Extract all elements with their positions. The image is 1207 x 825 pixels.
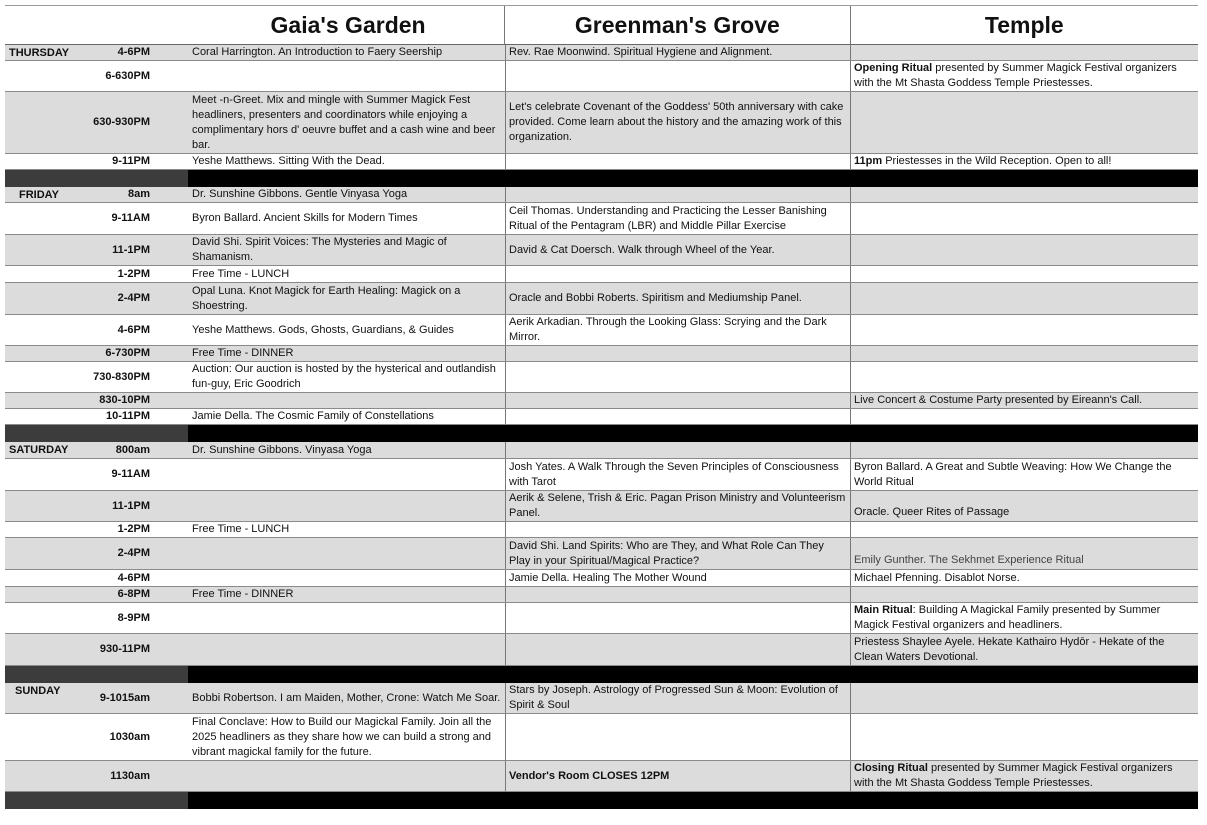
schedule-row <box>5 491 1198 522</box>
day-label: SATURDAY <box>9 444 69 456</box>
schedule-row <box>5 346 1198 362</box>
grove-cell <box>505 603 850 633</box>
grove-cell <box>505 587 850 602</box>
time-slot: 9-11AM <box>111 212 150 224</box>
schedule-row <box>5 603 1198 634</box>
time-slot: 11-1PM <box>112 243 150 256</box>
temple-cell <box>850 442 1197 458</box>
grove-cell <box>505 761 850 791</box>
gaia-cell: Free Time - DINNER <box>192 347 294 359</box>
time-slot: 1-2PM <box>117 267 150 280</box>
event-text: Priestesses in the Wild Reception. Open to all! <box>882 155 1112 167</box>
header-temple: Temple <box>850 6 1198 44</box>
schedule-row <box>5 203 1198 235</box>
gaia-cell: Jamie Della. The Cosmic Family of Constellations <box>192 410 434 422</box>
schedule-row <box>5 634 1198 666</box>
gaia-cell: David Shi. Spirit Voices: The Mysteries and Magic of Shamanism. <box>192 236 447 263</box>
temple-cell <box>850 283 1197 314</box>
temple-cell <box>850 714 1197 760</box>
grove-cell: Stars by Joseph. Astrology of Progressed Sun & Moon: Evolution of Spirit & Soul <box>505 683 850 713</box>
schedule-row <box>5 362 1198 393</box>
grove-cell <box>505 154 850 169</box>
gaia-cell <box>154 393 505 408</box>
time-slot: 9-1015am <box>99 691 150 704</box>
time-slot: 2-4PM <box>117 547 150 559</box>
temple-cell <box>850 187 1197 202</box>
schedule-row <box>5 714 1198 761</box>
grove-cell <box>505 714 850 760</box>
temple-cell <box>850 346 1197 361</box>
schedule-row <box>5 459 1198 491</box>
gaia-cell <box>154 603 505 633</box>
temple-cell <box>850 409 1197 424</box>
temple-cell: Byron Ballard. A Great and Subtle Weaving: How We Change the World Ritual <box>850 459 1197 490</box>
temple-cell <box>850 587 1197 602</box>
time-slot: 4-6PM <box>117 323 150 336</box>
temple-cell <box>850 315 1197 345</box>
event-text: presented by Summer Magick Festival organizers with the Mt Shasta Goddess Temple Priestesses. <box>854 762 1173 789</box>
grove-cell: Aerik & Selene, Trish & Eric. Pagan Prison Ministry and Volunteerism Panel. <box>505 491 850 521</box>
event-text: presented by Summer Magick Festival organizers with the Mt Shasta Goddess Temple Priestesses. <box>854 62 1177 89</box>
time-slot: 9-11AM <box>111 468 150 480</box>
schedule-row <box>5 283 1198 315</box>
grove-cell: Let's celebrate Covenant of the Goddess' 50th anniversary with cake provided. Come learn about the history and the amazing work of this organization. <box>505 92 850 153</box>
schedule-row <box>5 761 1198 792</box>
temple-cell <box>850 362 1197 392</box>
grove-cell: Aerik Arkadian. Through the Looking Glass: Scrying and the Dark Mirror. <box>505 315 850 345</box>
event-text: : Building A Magickal Family presented by Summer Magick Festival organizers and headliners. <box>854 604 1161 631</box>
schedule-row <box>5 522 1198 538</box>
gaia-cell <box>154 570 505 586</box>
gaia-cell <box>154 634 505 665</box>
grove-cell: Oracle and Bobbi Roberts. Spiritism and Mediumship Panel. <box>505 283 850 314</box>
schedule-row <box>5 587 1198 603</box>
time-slot: 9-11PM <box>112 155 150 167</box>
gaia-cell: Yeshe Matthews. Sitting With the Dead. <box>192 155 385 167</box>
gaia-cell <box>154 491 505 521</box>
schedule-row <box>5 683 1198 714</box>
temple-cell <box>850 522 1197 537</box>
gaia-cell: Bobbi Robertson. I am Maiden, Mother, Crone: Watch Me Soar. <box>192 691 501 704</box>
day-label: SUNDAY <box>15 685 61 697</box>
gaia-cell: Final Conclave: How to Build our Magickal Family. Join all the 2025 headliners as they share how we can build a strong and vibrant magickal family for the future. <box>192 715 492 758</box>
schedule-row <box>5 442 1198 459</box>
time-slot: 4-6PM <box>117 571 150 584</box>
gaia-cell: Coral Harrington. An Introduction to Faery Seership <box>192 46 443 58</box>
gaia-cell: Auction: Our auction is hosted by the hysterical and outlandish fun-guy, Eric Goodrich <box>192 363 496 390</box>
temple-cell: Emily Gunther. The Sekhmet Experience Ritual <box>850 538 1197 569</box>
temple-cell <box>850 603 1197 633</box>
gaia-cell: Byron Ballard. Ancient Skills for Modern Times <box>192 212 418 224</box>
temple-cell: Priestess Shaylee Ayele. Hekate Kathairo Hydōr - Hekate of the Clean Waters Devotional. <box>850 634 1197 665</box>
time-slot: 730-830PM <box>93 370 150 383</box>
schedule-row <box>5 45 1198 61</box>
event-emphasis: 11pm <box>854 155 883 167</box>
schedule-row <box>5 315 1198 346</box>
day-separator <box>5 792 1198 809</box>
temple-cell <box>850 203 1197 234</box>
gaia-cell: Dr. Sunshine Gibbons. Gentle Vinyasa Yoga <box>192 188 408 200</box>
gaia-cell: Free Time - DINNER <box>192 588 294 600</box>
event-emphasis: Main Ritual <box>854 604 913 616</box>
time-slot: 8-9PM <box>117 611 150 624</box>
gaia-cell <box>154 61 505 91</box>
time-slot: 8am <box>127 188 150 200</box>
header-gaias-garden: Gaia's Garden <box>270 11 426 38</box>
time-slot: 630-930PM <box>93 116 150 128</box>
grove-cell: Rev. Rae Moonwind. Spiritual Hygiene and Alignment. <box>505 45 850 60</box>
gaia-cell: Yeshe Matthews. Gods, Ghosts, Guardians, & Guides <box>192 323 454 336</box>
grove-cell <box>505 346 850 361</box>
time-slot: 930-11PM <box>99 643 150 655</box>
time-slot: 11-1PM <box>112 499 150 512</box>
grove-cell <box>505 634 850 665</box>
time-slot: 10-11PM <box>105 410 150 422</box>
schedule-row <box>5 61 1198 92</box>
day-separator <box>5 666 1198 683</box>
grove-cell: Jamie Della. Healing The Mother Wound <box>505 570 850 586</box>
temple-cell: Oracle. Queer Rites of Passage <box>850 491 1197 521</box>
time-slot: 1130am <box>110 769 150 782</box>
grove-cell <box>505 187 850 202</box>
temple-cell <box>850 61 1197 91</box>
grove-cell <box>505 393 850 408</box>
grove-cell <box>505 442 850 458</box>
time-slot: 1-2PM <box>117 523 150 535</box>
grove-cell <box>505 409 850 424</box>
schedule-row <box>5 92 1198 154</box>
temple-cell <box>850 683 1197 713</box>
day-separator <box>5 425 1198 442</box>
day-label: THURSDAY <box>9 47 69 59</box>
gaia-cell: Meet -n-Greet. Mix and mingle with Summer Magick Fest headliners, presenters and coordinators while enjoying a complimentary hors d' oeuvre buffet and a cash wine and beer bar. <box>192 93 496 151</box>
grove-cell <box>505 522 850 537</box>
schedule-row <box>5 154 1198 170</box>
event-emphasis: Vendor's Room CLOSES 12PM <box>509 769 670 782</box>
gaia-cell: Dr. Sunshine Gibbons. Vinyasa Yoga <box>192 443 372 456</box>
event-emphasis: Opening Ritual <box>854 62 933 74</box>
temple-cell <box>850 154 1197 169</box>
gaia-cell: Opal Luna. Knot Magick for Earth Healing: Magick on a Shoestring. <box>192 284 461 312</box>
gaia-cell <box>154 459 505 490</box>
time-slot: 4-6PM <box>117 46 150 58</box>
header-row <box>5 6 1198 45</box>
time-slot: 800am <box>115 443 150 456</box>
event-emphasis: Closing Ritual <box>854 762 928 774</box>
gaia-cell <box>154 761 505 791</box>
schedule-row <box>5 393 1198 409</box>
gaia-cell: Free Time - LUNCH <box>192 523 290 535</box>
grove-cell: Ceil Thomas. Understanding and Practicing the Lesser Banishing Ritual of the Pentagram (LBR) and Middle Pillar Exercise <box>505 203 850 234</box>
schedule-sheet <box>5 5 1198 809</box>
schedule-row <box>5 235 1198 266</box>
time-slot: 2-4PM <box>117 292 150 304</box>
time-slot: 6-630PM <box>105 69 150 82</box>
temple-cell: Michael Pfenning. Disablot Norse. <box>850 570 1197 586</box>
grove-cell <box>505 362 850 392</box>
time-slot: 6-730PM <box>105 347 150 359</box>
time-slot: 1030am <box>109 730 150 743</box>
time-slot: 830-10PM <box>99 394 150 406</box>
day-separator <box>5 170 1198 187</box>
grove-cell <box>505 266 850 282</box>
temple-cell <box>850 92 1197 153</box>
gaia-cell <box>154 538 505 569</box>
gaia-cell: Free Time - LUNCH <box>192 267 290 280</box>
temple-cell: Live Concert & Costume Party presented by Eireann's Call. <box>850 393 1197 408</box>
temple-cell <box>850 45 1197 60</box>
grove-cell: David Shi. Land Spirits: Who are They, and What Role Can They Play in your Spiritual/Magical Practice? <box>505 538 850 569</box>
schedule-row <box>5 570 1198 587</box>
schedule-row <box>5 538 1198 570</box>
grove-cell <box>505 61 850 91</box>
schedule-row <box>5 409 1198 425</box>
schedule-row <box>5 266 1198 283</box>
schedule-row <box>5 187 1198 203</box>
header-greenmans-grove: Greenman's Grove <box>504 6 849 44</box>
temple-cell <box>850 266 1197 282</box>
grove-cell: David & Cat Doersch. Walk through Wheel of the Year. <box>505 235 850 265</box>
grove-cell: Josh Yates. A Walk Through the Seven Principles of Consciousness with Tarot <box>505 459 850 490</box>
day-label: FRIDAY <box>19 189 59 201</box>
temple-cell <box>850 235 1197 265</box>
temple-cell <box>850 761 1197 791</box>
time-slot: 6-8PM <box>117 588 150 600</box>
